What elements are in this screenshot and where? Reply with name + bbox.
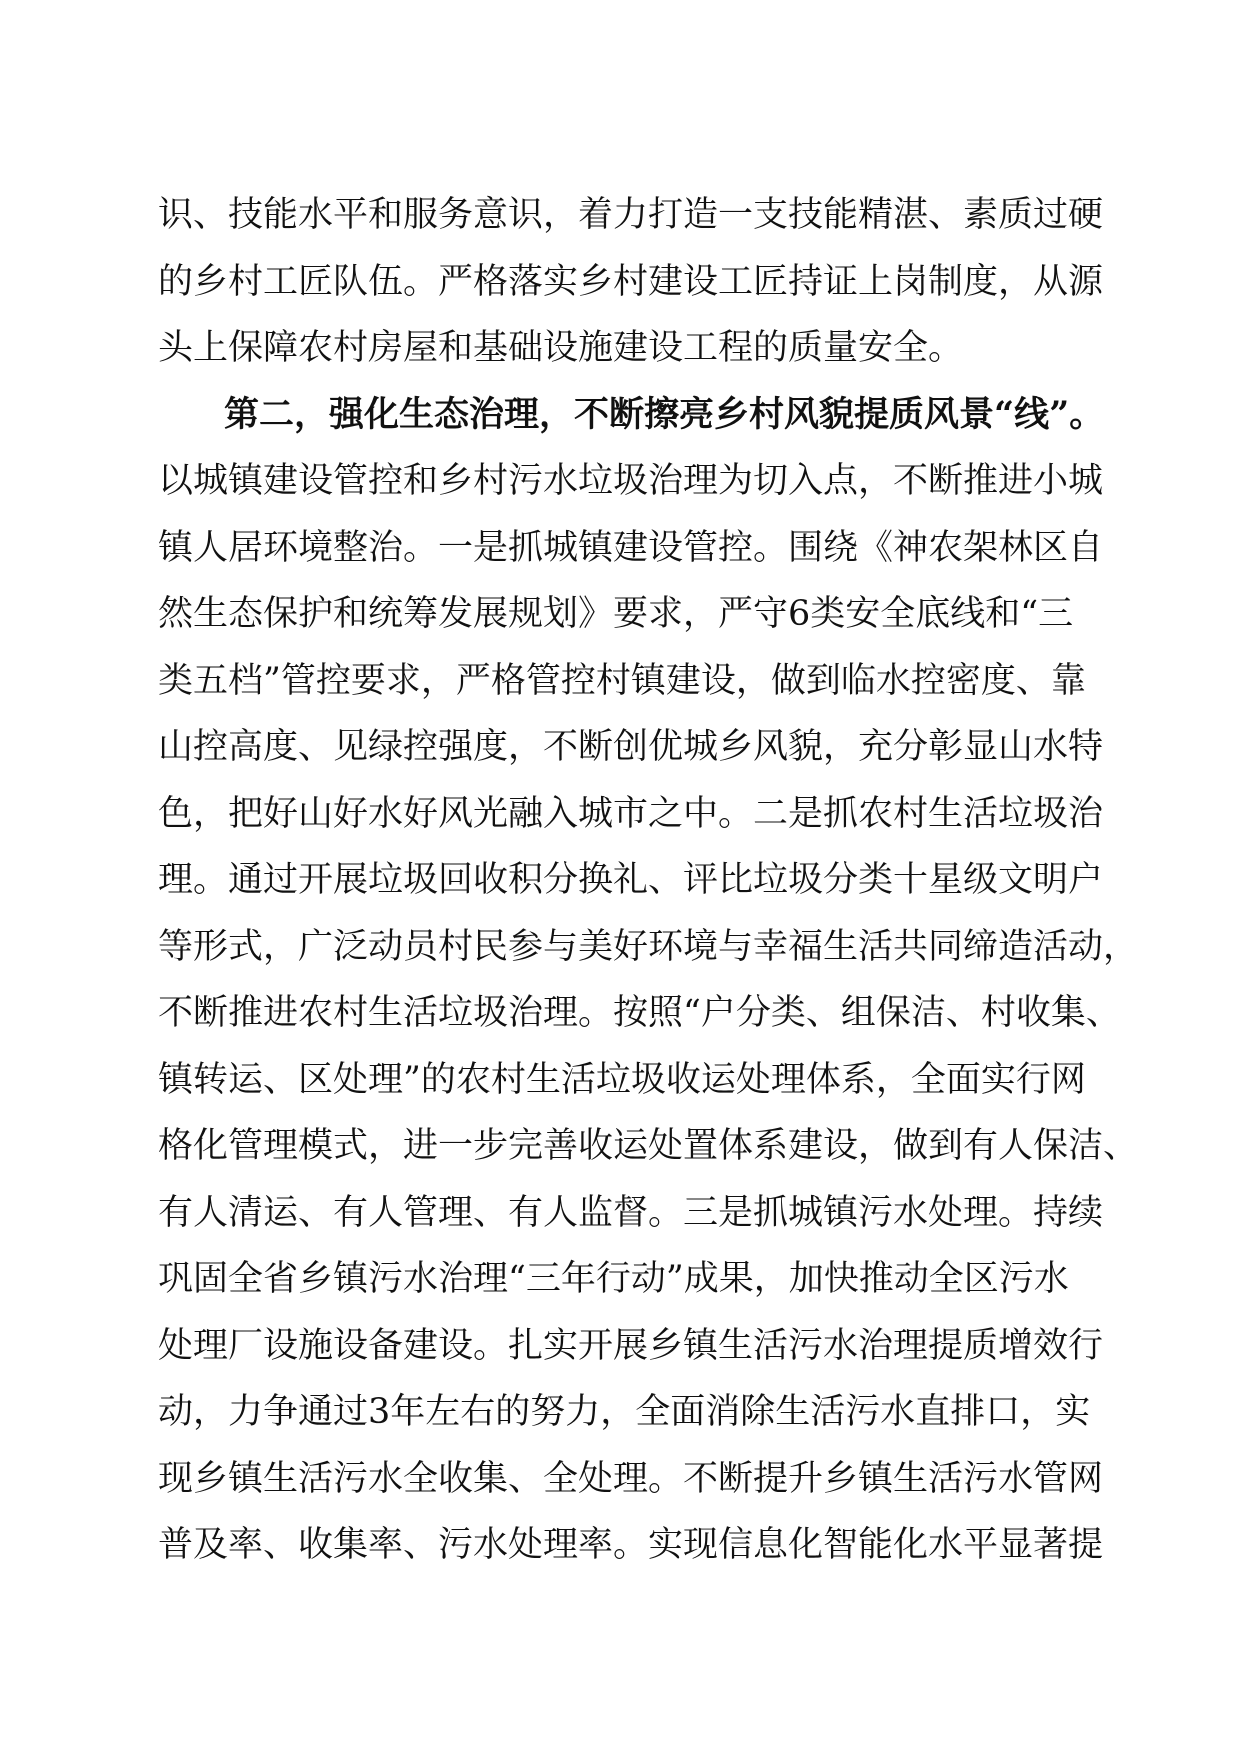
text-line: 山控高度、见绿控强度，不断创优城乡风貌，充分彰显山水特 [158,727,1104,767]
text-line: 处理厂设施设备建设。扎实开展乡镇生活污水治理提质增效行 [158,1325,1104,1366]
paragraph-1 [158,182,1104,382]
text-line: 等形式，广泛动员村民参与美好环境与幸福生活共同缔造活动， [158,926,1139,967]
text-line: 色，把好山好水好风光融入城市之中。二是抓农村生活垃圾治 [158,793,1104,834]
text-line: 格化管理模式，进一步完善收运处置体系建设，做到有人保洁、 [158,1126,1139,1166]
text-line: 镇转运、区处理”的农村生活垃圾收运处理体系，全面实行网 [158,1059,1086,1100]
section-heading [158,382,1105,449]
text-line: 的乡村工匠队伍。严格落实乡村建设工匠持证上岗制度，从源 [158,261,1104,302]
text-line: 镇人居环境整治。一是抓城镇建设管控。围绕《神农架林区自 [158,527,1104,568]
heading-line: 第二，强化生态治理，不断擦亮乡村风貌提质风景“线”。 [224,393,1105,435]
text-line: 然生态保护和统筹发展规划》要求，严守6类安全底线和“三 [158,594,1074,634]
text-line: 识、技能水平和服务意识，着力打造一支技能精湛、素质过硬 [158,195,1104,235]
text-line: 现乡镇生活污水全收集、全处理。不断提升乡镇生活污水管网 [158,1458,1104,1499]
text-line: 普及率、收集率、污水处理率。实现信息化智能化水平显著提 [158,1525,1104,1565]
text-line: 以城镇建设管控和乡村污水垃圾治理为切入点，不断推进小城 [158,461,1104,501]
text-line: 不断推进农村生活垃圾治理。按照“户分类、组保洁、村收集、 [158,993,1121,1033]
text-line: 动，力争通过3年左右的努力，全面消除生活污水直排口，实 [158,1392,1091,1432]
text-line: 巩固全省乡镇污水治理“三年行动”成果，加快推动全区污水 [158,1259,1069,1299]
text-line: 类五档”管控要求，严格管控村镇建设，做到临水控密度、靠 [158,660,1086,701]
document-page [158,182,1139,1579]
text-line: 头上保障农村房屋和基础设施建设工程的质量安全。 [158,328,964,368]
paragraph-2 [158,448,1139,1579]
text-line: 有人清运、有人管理、有人监督。三是抓城镇污水处理。持续 [158,1192,1104,1233]
text-line: 理。通过开展垃圾回收积分换礼、评比垃圾分类十星级文明户 [158,860,1104,900]
